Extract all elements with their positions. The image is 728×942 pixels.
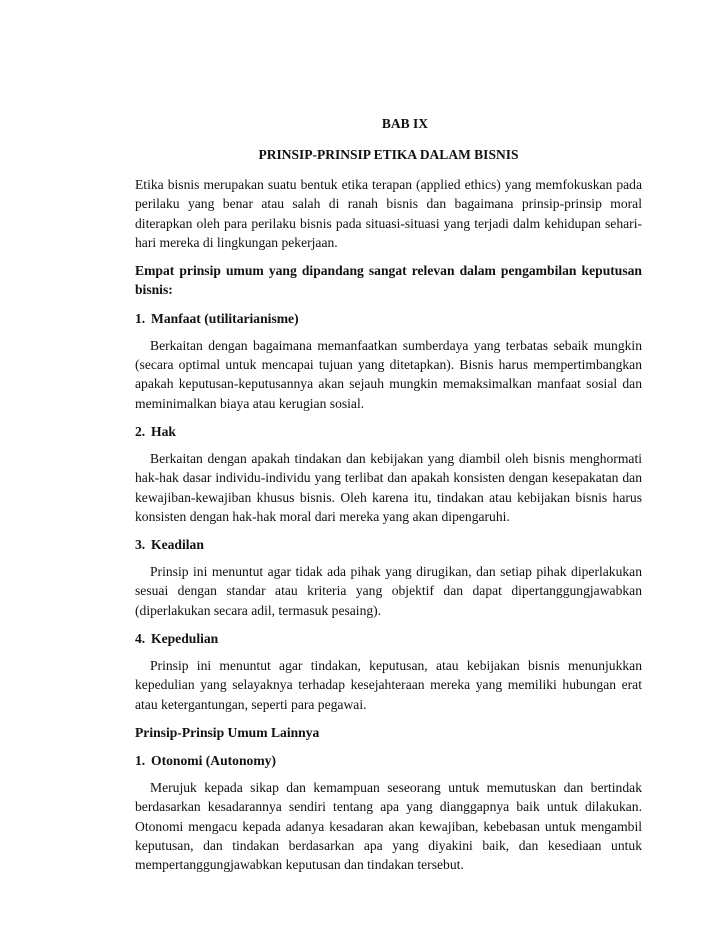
- principle-title: [135, 535, 642, 554]
- principle-title-text: Keadilan: [151, 537, 204, 553]
- intro-paragraph: Etika bisnis merupakan suatu bentuk etika terapan (applied ethics) yang memfokuskan pada perilaku yang benar atau salah di ranah bisnis dan bagaimana prinsip-prinsip moral diterapkan oleh para perilaku bisnis pada situasi-situasi yang terjadi dalm kehidupan sehari-hari mereka di lingkungan pekerjaan.: [135, 177, 642, 250]
- chapter-label: BAB IX: [381, 116, 429, 131]
- principle-title: [135, 422, 642, 441]
- principle-title: [135, 309, 642, 328]
- principle-title-text: Hak: [151, 423, 176, 439]
- principle-section: [135, 535, 642, 620]
- principle-title-text: Otonomi (Autonomy): [151, 752, 276, 768]
- principle-number: 3.: [135, 537, 146, 553]
- other-principle-section: [135, 751, 642, 874]
- document-title: PRINSIP-PRINSIP ETIKA DALAM BISNIS: [258, 147, 519, 162]
- principle-text: Merujuk kepada sikap dan kemampuan seseorang untuk memutuskan dan bertindak berdasarkan kesadarannya sendiri tentang apa yang dianggapnya baik untuk dilakukan. Otonomi mengacu kepada adanya kesadaran akan kewajiban, kebebasan untuk mengambil keputusan, dan tindakan berdasarkan apa yang diyakini baik, dan kesediaan untuk mempertanggungjawabkan keputusan dan tindakan tersebut.: [135, 779, 642, 873]
- principle-text: Prinsip ini menuntut agar tidak ada pihak yang dirugikan, dan setiap pihak diperlakukan sesuai dengan standar atau kriteria yang objektif dan dapat dipertanggungjawabkan (diperlakukan secara adil, termasuk pesaing).: [135, 564, 642, 618]
- principle-number: 4.: [135, 631, 146, 647]
- principle-title-text: Kepedulian: [151, 631, 219, 647]
- principle-section: [135, 629, 642, 714]
- principle-text: Berkaitan dengan apakah tindakan dan kebijakan yang diambil oleh bisnis menghormati hak-hak dasar individu-individu yang terlibat dan apakah konsisten dengan kesepakatan dan kewajiban-kewajiban khusus bisnis. Oleh karena itu, tindakan atau kebijakan bisnis harus konsisten dengan hak-hak moral dari mereka yang akan dipengaruhi.: [135, 450, 642, 524]
- principles-heading: Empat prinsip umum yang dipandang sangat relevan dalam pengambilan keputusan bisnis:: [135, 263, 642, 298]
- principle-section: [135, 422, 642, 526]
- principle-title: [135, 629, 642, 648]
- principle-text: Berkaitan dengan bagaimana memanfaatkan sumberdaya yang terbatas sebaik mungkin (secara optimal untuk mencapai tujuan yang ditetapkan). Bisnis harus mempertimbangkan apakah keputusan-keputusannya akan sejauh mungkin memaksimalkan manfaat sosial dan meminimalkan biaya atau kerugian sosial.: [135, 337, 642, 411]
- principle-number: 1.: [135, 752, 146, 768]
- principle-number: 1.: [135, 310, 146, 326]
- principle-text: Prinsip ini menuntut agar tindakan, keputusan, atau kebijakan bisnis menunjukkan kepedulian yang selayaknya terhadap kesejahteraan mereka yang memiliki hubungan erat atau ketergantungan, seperti para pegawai.: [135, 658, 642, 712]
- principle-title: [135, 751, 642, 770]
- principle-title-text: Manfaat (utilitarianisme): [151, 310, 299, 326]
- other-principles-heading: Prinsip-Prinsip Umum Lainnya: [135, 724, 320, 740]
- principle-section: [135, 309, 642, 413]
- principle-number: 2.: [135, 423, 146, 439]
